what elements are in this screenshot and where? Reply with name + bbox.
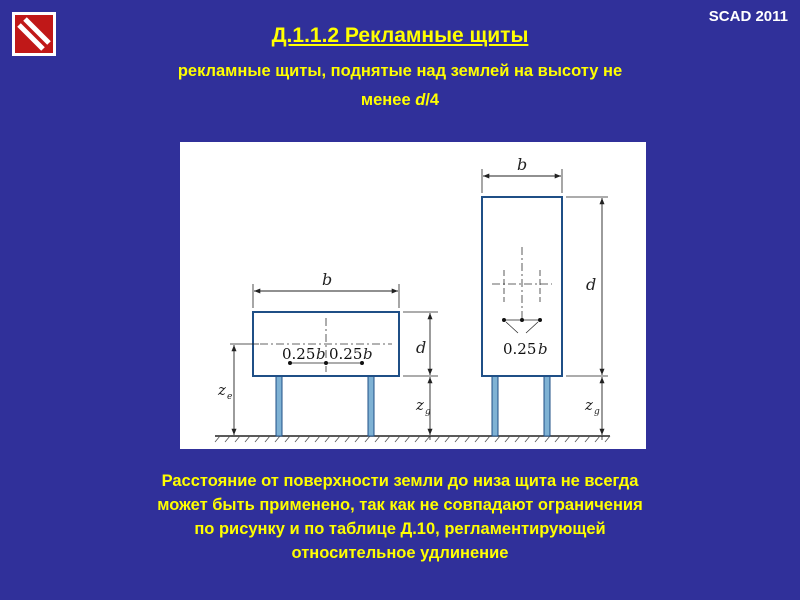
- left-width-label: b: [322, 270, 333, 289]
- svg-text:0.25: 0.25: [503, 340, 537, 358]
- svg-text:e: e: [227, 392, 233, 402]
- ground-line: [215, 436, 610, 442]
- right-height-label: d: [586, 275, 597, 294]
- svg-text:b: b: [316, 345, 326, 363]
- billboard-diagram-svg: [180, 142, 646, 449]
- left-elevation-label: z: [218, 381, 226, 399]
- note-line: по рисунку и по таблице Д.10, регламентирующей: [194, 520, 606, 538]
- left-height-label: d: [416, 338, 427, 357]
- note-line: может быть применено, так как не совпадают ограничения: [157, 496, 643, 514]
- left-sign-post: [276, 376, 282, 436]
- brand-label: SCAD 2011: [708, 8, 788, 25]
- billboard-diagram: [180, 142, 646, 449]
- subtitle-line-1: рекламные щиты, поднятые над землей на высоту не: [177, 62, 623, 80]
- note-line: относительное удлинение: [291, 544, 509, 562]
- svg-text:0.25: 0.25: [329, 345, 363, 363]
- subtitle-line-2: менее d/4: [360, 91, 440, 109]
- note-line: Расстояние от поверхности земли до низа щита не всегда: [161, 472, 639, 490]
- slide-title: Д.1.1.2 Рекламные щиты: [271, 24, 529, 47]
- right-width-label: b: [517, 155, 528, 174]
- left-billboard: [217, 270, 438, 440]
- svg-text:b: b: [538, 340, 548, 358]
- svg-text:0.25: 0.25: [282, 345, 316, 363]
- left-ground-label: z: [416, 396, 424, 414]
- svg-text:b: b: [363, 345, 373, 363]
- right-sign-post: [544, 376, 550, 436]
- slide-subtitle: [0, 57, 800, 115]
- explanatory-note: [0, 469, 800, 565]
- svg-text:g: g: [594, 407, 600, 417]
- right-billboard: [482, 155, 608, 440]
- right-ground-label: z: [585, 396, 593, 414]
- left-sign-post: [368, 376, 374, 436]
- right-sign-post: [492, 376, 498, 436]
- svg-text:g: g: [425, 407, 431, 417]
